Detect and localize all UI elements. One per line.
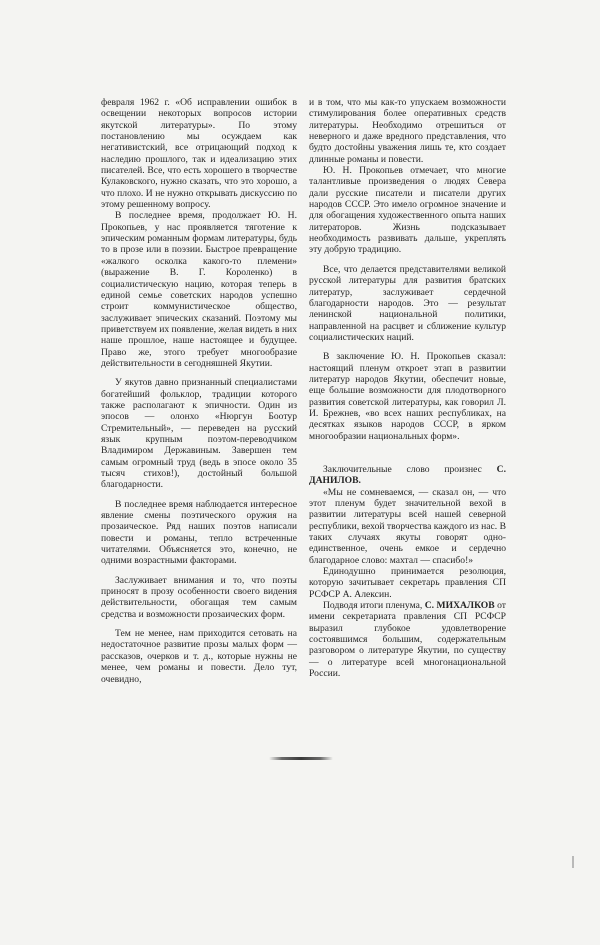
paragraph: В последнее время наблюдается интересное явление смены поэтического оружия на прозаическое. Ряд наших поэтов написали повести и романы, тепло встреченные читателями. Объясняется это, конечно, не одними возрастными факторами. (101, 498, 297, 567)
right-column (309, 97, 506, 680)
paragraph: Единодушно принимается резолюция, которую зачитывает секретарь правления СП РСФСР А. Алексин. (309, 566, 506, 600)
end-ornament (269, 757, 333, 760)
left-column (101, 97, 297, 685)
paragraph: Ю. Н. Прокопьев отмечает, что многие талантливые произведения о людях Севера дали русские писатели и писатели других народов СССР. Это имело огромное значение и для обогащения художественного опыта наших литераторов. Жизнь подсказывает необходимость развивать дальше, укреплять эту добрую традицию. (309, 165, 506, 256)
paragraph-rest: от имени секретариата правления СП РСФСР выразил глубокое удовлетворение состоявшимся большим, содержательным разговором о литературе Якутии, по существу — о литературе всей многонациональной России. (309, 600, 506, 680)
paragraph: В последнее время, продолжает Ю. Н. Прокопьев, у нас проявляется тяготение к эпическим романным формам литературы, будь то в прозе или в поэзии. Быстрое превращение «жалкого осколка какого-то племени» (выражение В. Г. Короленко) в социалистическую нацию, которая теперь в единой семье советских народов успешно строит коммунистическое общество, заслуживает эпических сказаний. Поэтому мы приветствуем их появление, желая видеть в них наше прошлое, наше настоящее и будущее. Право же, этого требует многообразие действительности в сегодняшней Якутии. (101, 210, 297, 369)
paragraph: У якутов давно признанный специалистами богатейший фольклор, традиции которого также располагают к эпичности. Один из эпосов — олонхо «Нюргун Боотур Стремительный», — переведен на русский язык крупным поэтом-переводчиком Владимиром Державиным. Завершен тем самым огромный труд (ведь в эпосе около 35 тысяч стихов!), достойный большой благодарности. (101, 377, 297, 491)
speaker-name: С. МИХАЛКОВ (424, 600, 495, 612)
paragraph: Тем не менее, нам приходится сетовать на недостаточное развитие прозы малых форм — рассказов, очерков и т. д., которые нужны не менее, чем романы и повести. Дело тут, очевидно, (101, 628, 297, 685)
paragraph: февраля 1962 г. «Об исправлении ошибок в освещении некоторых вопросов истории якутской литературы». По этому постановлению мы осуждаем как негативистский, все отрицающий подход к наследию прошлого, так и идеализацию этих писателей. Все, что есть хорошего в творчестве Кулаковского, нужно сказать, что это хорошо, а что плохо. И не нужно открывать дискуссию по этому решенному вопросу. (101, 97, 297, 211)
paragraph: «Мы не сомневаемся, — сказал он, — что этот пленум будет значительной вехой в развитии литературы всей нашей северной республики, вехой творчества каждого из нас. В таких случаях якуты говорят одно-единственное, очень емкое и сердечно благодарное слово: махтал — спасибо!» (309, 486, 506, 566)
paragraph: В заключение Ю. Н. Прокопьев сказал: настоящий пленум откроет этап в развитии литератур народов Якутии, обеспечит новые, еще большие возможности для плодотворного развития советской литературы, как говорил Л. И. Брежнев, «во всех наших республиках, на десятках языков народов СССР, в ярком многообразии национальных форм». (309, 351, 506, 442)
speaker-name: С. ДАНИЛОВ. (309, 463, 506, 487)
speaker-intro (309, 464, 506, 487)
paragraph-lead: Подводя итоги пленума, (323, 600, 425, 612)
intro-text: Заключительные слово произнес (323, 463, 497, 475)
paragraph: Все, что делается представителями великой русской литературы для развития братских литератур, заслуживает сердечной благодарности народов. Это — результат ленинской национальной политики, направленной на расцвет и сближение культур социалистических наций. (309, 263, 506, 343)
paragraph (309, 600, 506, 679)
paragraph: Заслуживает внимания и то, что поэты приносят в прозу особенности своего видения действительности, обогащая тем самым средства и возможности прозаических форм. (101, 574, 297, 620)
scan-mark (572, 856, 574, 868)
paragraph: и в том, что мы как-то упускаем возможности стимулирования более оперативных средств литературы. Необходимо отрешиться от неверного и даже вредного представления, что будто достойны уважения лишь те, кто создает длинные романы и повести. (309, 97, 506, 165)
